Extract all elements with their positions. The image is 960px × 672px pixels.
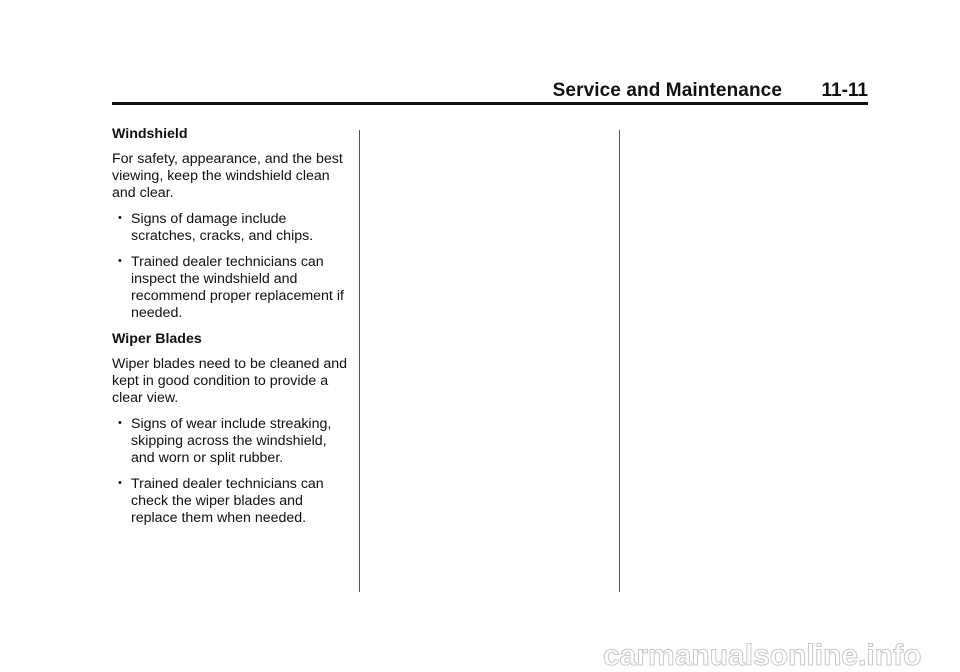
column-divider-1 [359,130,360,592]
bullet-text: Signs of wear include streaking, skipping across the windshield, and worn or split rubber. [131,416,332,466]
bullet-item [112,416,348,467]
section-heading: Windshield [112,126,188,142]
watermark-logo [601,636,951,672]
bullet-text: Signs of damage include scratches, cracks, and chips. [131,211,314,244]
left-column [112,126,348,536]
bullet-icon: • [118,255,122,267]
page-number: 11-11 [821,80,868,101]
watermark-text: carmanualsonline.info [603,639,922,672]
bullet-item [112,476,348,527]
header-rule [112,102,868,105]
column-divider-2 [619,130,620,592]
section-windshield [112,126,348,322]
bullet-icon: • [118,477,122,489]
section-intro: Wiper blades need to be cleaned and kept in good condition to provide a clear view. [112,356,348,406]
bullet-text: Trained dealer technicians can check the wiper blades and replace them when needed. [131,476,324,526]
section-wiper-blades [112,331,348,527]
bullet-icon: • [118,212,122,224]
bullet-item [112,254,348,322]
section-intro: For safety, appearance, and the best viewing, keep the windshield clean and clear. [112,151,343,201]
section-heading: Wiper Blades [112,331,202,347]
bullet-item [112,211,348,245]
header-title: Service and Maintenance [552,80,782,101]
bullet-icon: • [118,417,122,429]
bullet-text: Trained dealer technicians can inspect the windshield and recommend proper replacement if needed. [131,254,344,321]
